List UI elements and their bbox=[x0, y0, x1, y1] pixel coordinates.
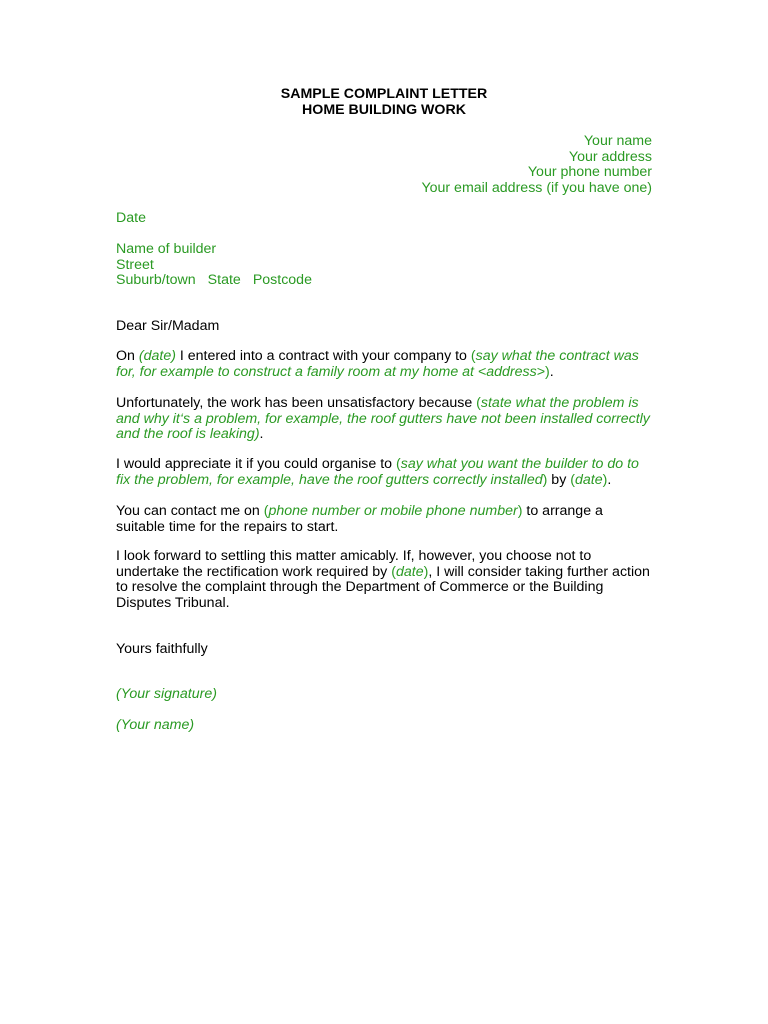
p2-problem-desc-1: state what the problem is bbox=[480, 395, 639, 411]
p3-date-paren-open: ( bbox=[570, 471, 575, 488]
p1-text-c: I entered into a contract with your company to bbox=[175, 348, 471, 364]
paragraph-closing bbox=[116, 549, 661, 611]
p1-contract-desc-1: say what the contract was bbox=[475, 348, 639, 364]
p4-phone: phone number or mobile phone number bbox=[268, 503, 518, 519]
p1-period: . bbox=[549, 363, 554, 380]
p3-date-paren-close: ) bbox=[602, 471, 608, 488]
sender-email: Your email address (if you have one) bbox=[421, 179, 652, 196]
recipient-suburb: Suburb/town bbox=[116, 272, 196, 288]
complimentary-close bbox=[116, 642, 661, 658]
p1-contract-desc-2: for, for example to construct a family room at my home at <address> bbox=[116, 363, 545, 380]
p2-period: . bbox=[259, 426, 264, 442]
p3-request-desc-1: say what you want the builder to do to bbox=[400, 456, 639, 472]
sender-name: Your name bbox=[583, 133, 652, 149]
p4-text-a: You can contact me on bbox=[116, 503, 264, 519]
p1-text-a: On bbox=[116, 348, 139, 364]
p3-date: date bbox=[574, 471, 603, 488]
p2-problem-desc-3: and the roof is leaking) bbox=[116, 426, 260, 442]
paragraph-contract-line-1 bbox=[116, 349, 661, 365]
p5-line-1: I look forward to settling this matter amicably. If, however, you choose not to bbox=[116, 548, 592, 564]
salutation-text: Dear Sir/Madam bbox=[116, 318, 220, 334]
p5-paren-open: ( bbox=[391, 563, 396, 580]
letter-date bbox=[116, 211, 661, 227]
recipient-name: Name of builder bbox=[116, 241, 217, 257]
p5-date: date bbox=[395, 563, 424, 580]
signature-placeholder bbox=[116, 687, 661, 703]
title-line-2: HOME BUILDING WORK bbox=[302, 101, 466, 118]
p3-paren-open: ( bbox=[395, 456, 401, 472]
p3-text-a: I would appreciate it if you could organise to bbox=[116, 456, 396, 472]
paragraph-closing-line-2 bbox=[116, 565, 661, 581]
p1-date: (date) bbox=[138, 348, 176, 364]
p1-paren-open: ( bbox=[470, 348, 476, 364]
recipient-details bbox=[116, 242, 661, 289]
paragraph-request-line-2 bbox=[116, 473, 661, 489]
p5-text-f: , I will consider taking further action bbox=[428, 563, 650, 580]
name-placeholder bbox=[116, 718, 661, 734]
sender-details bbox=[421, 134, 652, 196]
title-line-1: SAMPLE COMPLAINT LETTER bbox=[280, 86, 488, 102]
p5-paren-close: ) bbox=[423, 563, 429, 580]
p1-paren-close: ) bbox=[544, 363, 550, 380]
date-placeholder: Date bbox=[116, 210, 146, 226]
p4-paren-open: ( bbox=[263, 503, 269, 519]
p3-paren-close: ) bbox=[542, 471, 548, 488]
p3-by: by bbox=[547, 471, 571, 488]
p4-text-f: suitable time for the repairs to start. bbox=[116, 518, 339, 535]
recipient-locality bbox=[116, 273, 661, 289]
recipient-street: Street bbox=[116, 256, 154, 273]
paragraph-request bbox=[116, 457, 661, 488]
paragraph-request-line-1 bbox=[116, 457, 661, 473]
paragraph-problem-line-3 bbox=[116, 427, 661, 443]
p3-period: . bbox=[607, 471, 612, 488]
p4-text-e: to arrange a bbox=[522, 503, 603, 519]
signature-text: (Your signature) bbox=[116, 686, 217, 702]
p2-paren-open: ( bbox=[476, 395, 481, 411]
paragraph-problem-line-1 bbox=[116, 396, 661, 412]
p3-request-desc-2: fix the problem, for example, have the roof gutters correctly installed bbox=[116, 471, 543, 488]
paragraph-contract-line-2 bbox=[116, 365, 661, 381]
salutation bbox=[116, 319, 661, 335]
paragraph-problem bbox=[116, 396, 661, 443]
p2-problem-desc-2: and why it‘s a problem, for example, the roof gutters have not been installed correctly bbox=[116, 410, 650, 427]
closing-text: Yours faithfully bbox=[116, 641, 208, 657]
sender-phone: Your phone number bbox=[527, 164, 652, 180]
letter-title bbox=[0, 87, 768, 118]
p4-paren-close: ) bbox=[517, 503, 523, 519]
p5-text-b: undertake the rectification work required by bbox=[116, 563, 392, 580]
your-name-text: (Your name) bbox=[116, 717, 195, 733]
recipient-state: State bbox=[207, 272, 241, 288]
paragraph-contract bbox=[116, 349, 661, 380]
p2-text-a: Unfortunately, the work has been unsatisfactory because bbox=[116, 395, 477, 411]
sender-address: Your address bbox=[568, 148, 652, 165]
recipient-postcode: Postcode bbox=[252, 272, 312, 288]
paragraph-contact bbox=[116, 504, 661, 535]
p5-line-4: Disputes Tribunal. bbox=[116, 594, 230, 611]
paragraph-contact-line-1 bbox=[116, 504, 661, 520]
p5-line-3: to resolve the complaint through the Department of Commerce or the Building bbox=[116, 579, 604, 595]
